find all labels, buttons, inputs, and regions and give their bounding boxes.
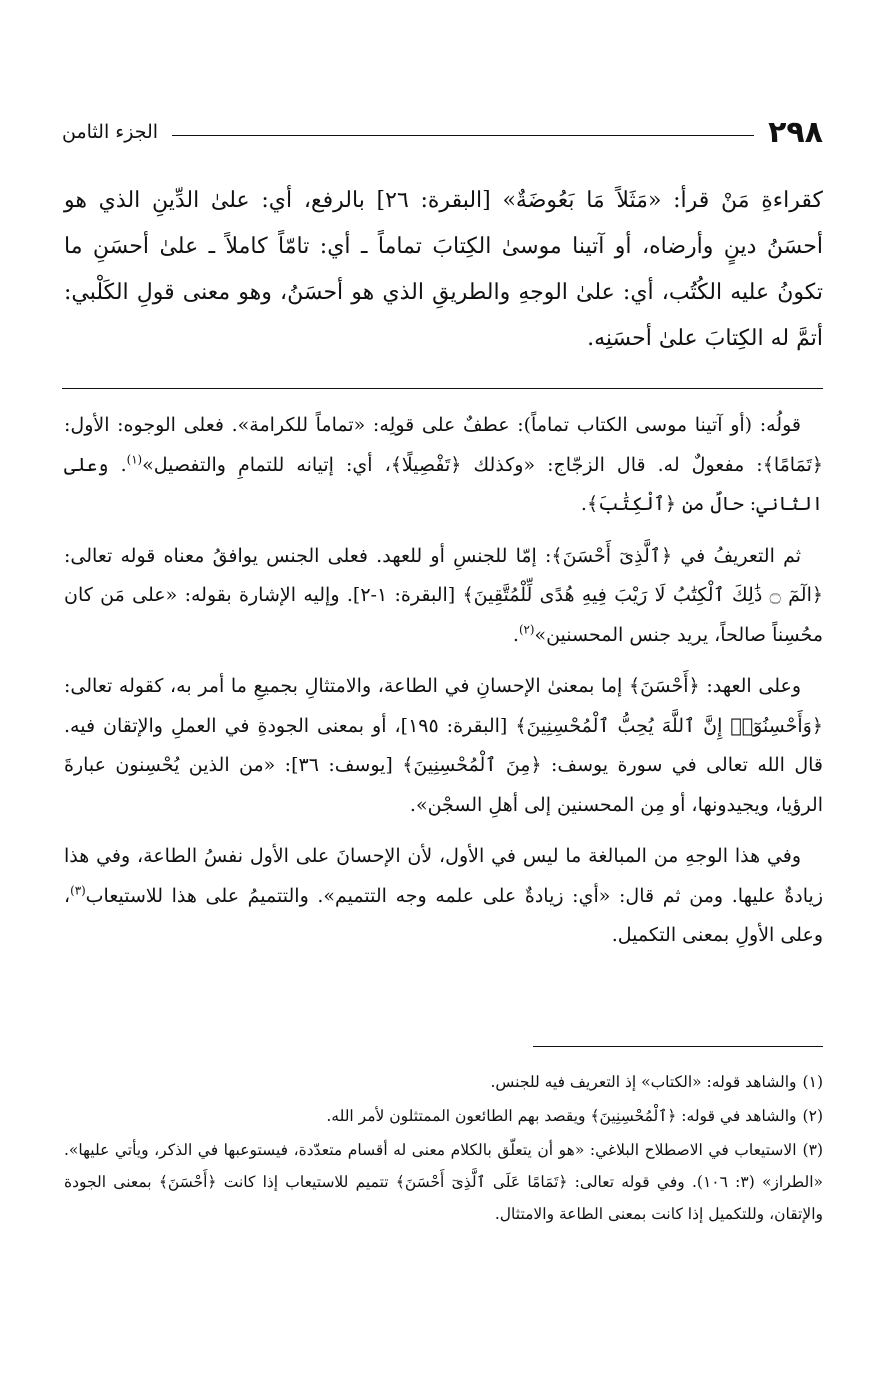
commentary-text: ، وعلى الأولِ بمعنى التكميل. <box>64 884 823 946</box>
footnote-text: والشاهد قوله: «الكتاب» إذ التعريف فيه للجنس. <box>490 1073 797 1091</box>
commentary-text: . <box>512 623 519 646</box>
running-title: الجزء الثامن <box>62 121 159 143</box>
commentary-text: وفي هذا الوجهِ من المبالغة ما ليس في الأول، لأن الإحسانَ على الأول نفسُ الطاعة، وفي هذا زيادةٌ عليها. ومن ثم قال: «أي: زيادةٌ على علمه وجه التتميم». والتتميمُ على هذا للاستيعاب <box>64 845 823 907</box>
footnote <box>64 1134 823 1230</box>
commentary-paragraph <box>64 537 823 656</box>
commentary-text: قولُه: (أو آتينا موسى الكتاب تماماً): عطفٌ على قولِه: «تماماً للكرامة». فعلى الوجوه: الأول: ﴿تَمَامًا﴾: مفعولٌ له. قال الزجّاج: «وكذلك ﴿تَفْصِيلًا﴾، أي: إتيانه للتمامِ والتفصيل» <box>64 414 823 476</box>
commentary-text: ثم التعريفُ في ﴿ٱلَّذِىٓ أَحْسَنَ﴾: إمّا للجنسِ أو للعهد. فعلى الجنس يوافقُ معناه قوله تعالى: ﴿الٓمٓ ۝ ذَٰلِكَ ٱلْكِتَٰبُ لَا رَيْبَ فِيهِ هُدًى لِّلْمُتَّقِينَ﴾ [البقرة: ١-٢]. وإليه الإشارة بقوله: «على مَن كان محُسِناً صالحاً، يريد جنس المحسنين» <box>64 544 823 646</box>
page-header <box>62 112 823 152</box>
commentary <box>64 406 823 968</box>
footnote-text: والشاهد في قوله: ﴿ٱلْمُحْسِنِينَ﴾ ويقصد بهم الطائعون الممتثلون لأمر الله. <box>326 1107 797 1125</box>
commentary-paragraph: وعلى العهد: ﴿أَحْسَنَ﴾ إما بمعنىٰ الإحسانِ في الطاعة، والامتثالِ بجميعِ ما أمر به، كقوله تعالى: ﴿وَأَحْسِنُوٓا۟ إِنَّ ٱللَّهَ يُحِبُّ ٱلْمُحْسِنِينَ﴾ [البقرة: ١٩٥]، أو بمعنى الجودةِ في العملِ والإتقان فيه. قال الله تعالى في سورة يوسف: ﴿مِنَ ٱلْمُحْسِنِينَ﴾ [يوسف: ٣٦]: «من الذين يُحْسِنون عبارةَ الرؤيا، ويجيدونها، أو مِن المحسنين إلى أهلِ السجْن». <box>64 675 823 816</box>
footnote-text: الاستيعاب في الاصطلاح البلاغي: «هو أن يتعلّق بالكلام معنى له أقسام متعدّدة، فيستوعبها في الذكر، ويأتي عليها». «الطراز» (٣: ١٠٦). وفي قوله تعالى: ﴿تَمَامًا عَلَى ٱلَّذِىٓ أَحْسَنَ﴾ تتميم للاستيعاب إذا كانت ﴿أَحْسَنَ﴾ بمعنى الجودة والإتقان، وللتكميل إذا كانت بمعنى الطاعة والامتثال. <box>64 1141 823 1223</box>
main-text <box>64 178 823 362</box>
footnote-number: (٢) <box>802 1107 823 1125</box>
footnote-divider <box>533 1046 823 1047</box>
section-divider <box>62 388 823 389</box>
footnote-number: (١) <box>802 1073 823 1091</box>
main-paragraph: كقراءةِ مَنْ قرأ: «مَثَلاً مَا بَعُوضَةٌ» [البقرة: ٢٦] بالرفع، أي: علىٰ الدِّينِ الذي هو أحسَنُ دينٍ وأرضاه، أو آتينا موسىٰ الكِتابَ تماماً ـ أي: تامّاً كاملاً ـ علىٰ أحسَنِ ما تكونُ عليه الكُتُب، أي: علىٰ الوجهِ والطريقِ الذي هو أحسَنُ، وهو معنى قولِ الكَلْبي: أتمَّ له الكِتابَ علىٰ أحسَنِه. <box>64 188 824 351</box>
header-rule <box>172 135 754 136</box>
footnote-ref[interactable]: (٣) <box>70 883 86 898</box>
footnote-number: (٣) <box>802 1141 823 1159</box>
commentary-text: . وعلى الثاني: حالٌ من ﴿ٱلْكِتَٰبَ﴾. <box>64 453 823 515</box>
footnotes <box>64 1066 823 1232</box>
commentary-paragraph <box>64 837 823 956</box>
footnote <box>64 1100 823 1132</box>
footnote-ref[interactable]: (٢) <box>518 622 535 637</box>
footnote <box>64 1066 823 1098</box>
footnote-ref[interactable]: (١) <box>126 452 143 467</box>
page-number: ٢٩٨ <box>768 114 823 150</box>
commentary-paragraph <box>64 406 823 525</box>
